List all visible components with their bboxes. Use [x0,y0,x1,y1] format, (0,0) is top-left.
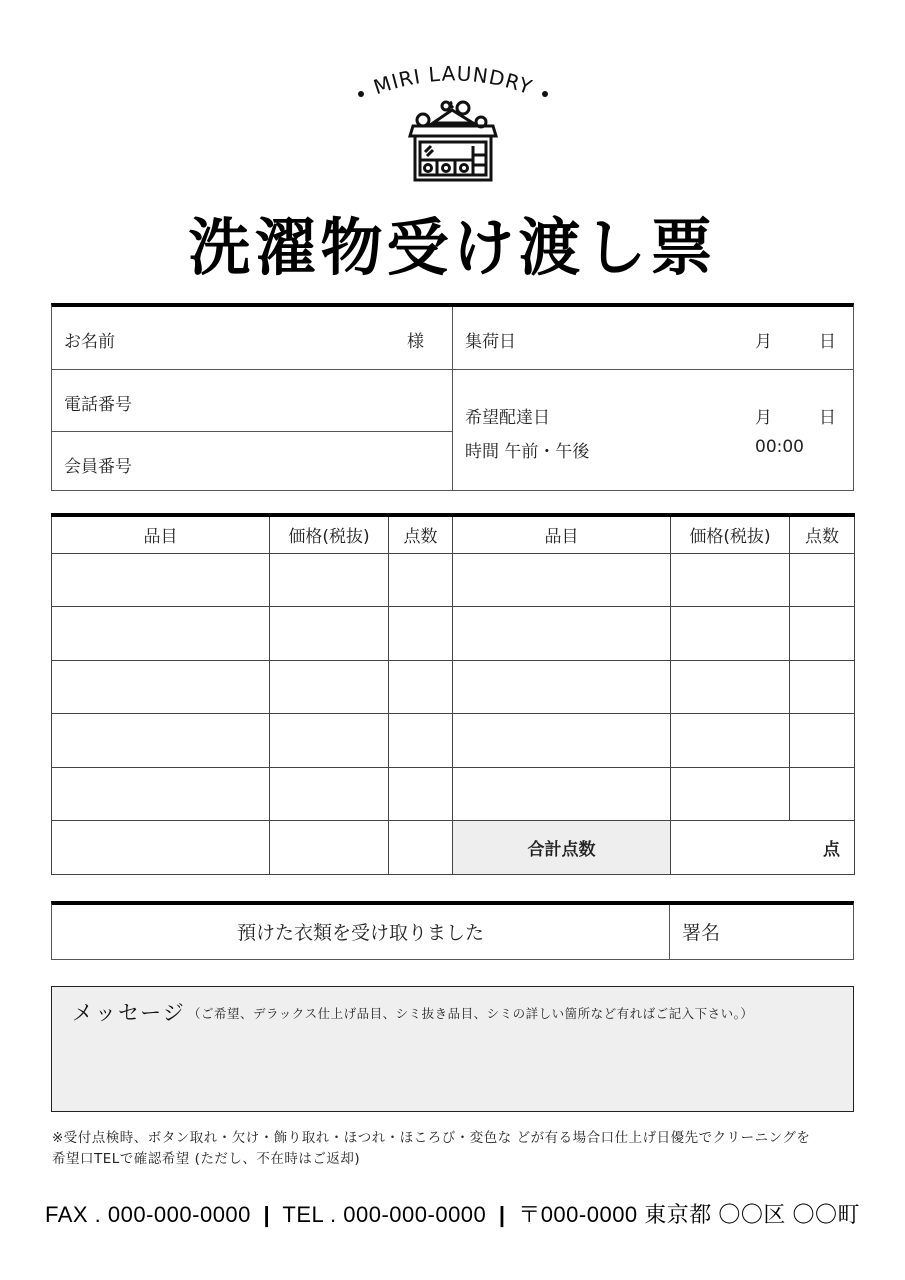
laundry-shop-icon [343,58,563,188]
address: 〒000-0000 東京都 〇〇区 〇〇町 [518,1202,860,1227]
column-header-item: 品目 [453,515,671,553]
total-count-field[interactable] [671,821,855,875]
receipt-message: 預けた衣類を受け取りました [52,905,670,959]
count-cell[interactable] [790,553,855,607]
price-cell[interactable] [671,714,790,768]
message-field[interactable] [51,986,854,1112]
message-hint: （ご希望、デラックス仕上げ品目、シミ抜き品目、シミの詳しい箇所など有ればご記入下さい。） [188,1006,754,1021]
column-header-count: 点数 [389,515,453,553]
delivery-day-label: 日 [819,408,836,428]
fax-number: FAX . 000-000-0000 [44,1202,251,1227]
count-cell[interactable] [389,660,453,714]
brand-logo [0,58,905,188]
total-unit: 点 [823,839,840,860]
customer-info-table [51,303,854,491]
tel-number: TEL . 000-000-0000 [282,1202,487,1227]
item-cell[interactable] [52,660,270,714]
count-cell[interactable] [790,714,855,768]
price-cell[interactable] [671,607,790,661]
member-number-field[interactable] [52,432,452,490]
delivery-month-label: 月 [755,408,772,428]
item-cell[interactable] [453,714,671,768]
item-cell[interactable] [52,714,270,768]
item-cell[interactable] [453,660,671,714]
note-line-2: 希望口TELで確認希望 (ただし、不在時はご返却) [52,1151,361,1167]
page-title: 洗濯物受け渡し票 [188,211,717,284]
table-header-row [52,515,855,553]
price-cell[interactable] [270,714,389,768]
time-label: 時間 午前・午後 [465,442,590,462]
note-line-1: ※受付点検時、ボタン取れ・欠け・飾り取れ・ほつれ・ほころび・変色な どが有る場合口仕上げ日優先でクリーニングを [52,1130,811,1146]
column-header-item: 品目 [52,515,270,553]
item-cell[interactable] [52,607,270,661]
item-cell[interactable] [453,607,671,661]
notes [52,1128,862,1170]
column-header-count: 点数 [790,515,855,553]
count-cell[interactable] [389,821,453,875]
receipt-confirmation [51,901,854,960]
phone-label: 電話番号 [64,395,132,415]
price-cell[interactable] [270,553,389,607]
price-cell[interactable] [270,607,389,661]
item-cell[interactable] [453,553,671,607]
table-row [52,767,855,821]
delivery-label: 希望配達日 [465,408,550,428]
count-cell[interactable] [389,607,453,661]
table-row [52,607,855,661]
phone-field[interactable] [52,370,452,431]
pickup-month-label: 月 [755,332,772,352]
count-cell[interactable] [790,660,855,714]
items-table [51,513,855,875]
name-field[interactable] [52,307,452,369]
table-row [52,660,855,714]
signature-label: 署名 [682,922,721,944]
column-header-price: 価格(税抜) [270,515,389,553]
item-cell[interactable] [453,767,671,821]
separator: | [498,1202,506,1227]
member-label: 会員番号 [64,457,132,477]
price-cell[interactable] [270,821,389,875]
price-cell[interactable] [270,660,389,714]
price-cell[interactable] [671,767,790,821]
delivery-date-field[interactable] [453,370,854,490]
total-count-label: 合計点数 [453,821,671,875]
price-cell[interactable] [270,767,389,821]
count-cell[interactable] [790,767,855,821]
pickup-day-label: 日 [819,332,836,352]
column-header-price: 価格(税抜) [671,515,790,553]
price-cell[interactable] [671,660,790,714]
item-cell[interactable] [52,821,270,875]
svg-text:MIRI LAUNDRY: MIRI LAUNDRY [370,61,536,100]
count-cell[interactable] [389,767,453,821]
table-row [52,714,855,768]
table-row [52,821,855,875]
pickup-date-field[interactable] [453,307,854,369]
item-cell[interactable] [52,767,270,821]
separator: | [263,1202,271,1227]
message-title: メッセージ [72,1001,186,1025]
count-cell[interactable] [790,607,855,661]
pickup-label: 集荷日 [465,332,516,352]
table-row [52,553,855,607]
name-suffix: 様 [407,332,424,352]
price-cell[interactable] [671,553,790,607]
item-cell[interactable] [52,553,270,607]
contact-footer [0,1198,905,1229]
time-value: 00:00 [755,437,804,457]
signature-field[interactable] [671,905,854,959]
name-label: お名前 [64,332,115,352]
count-cell[interactable] [389,714,453,768]
count-cell[interactable] [389,553,453,607]
